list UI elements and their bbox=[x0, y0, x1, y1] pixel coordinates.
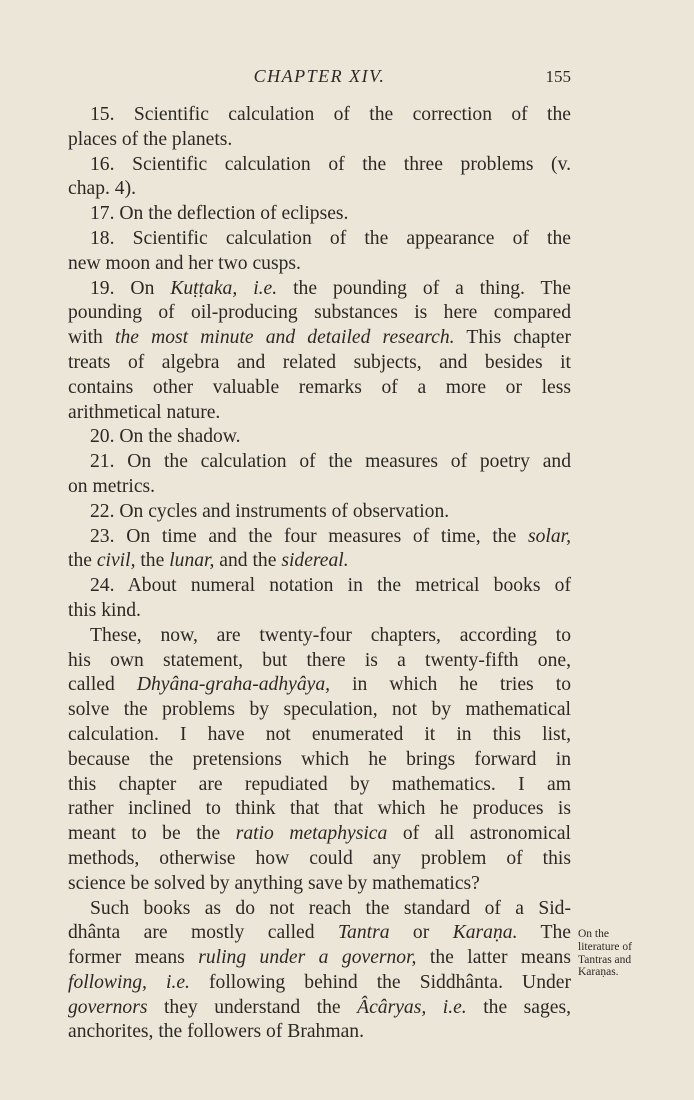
text-line: on metrics. bbox=[68, 475, 156, 497]
italic-run: Kuṭṭaka, i.e. bbox=[170, 277, 278, 299]
text-line: arithmetical nature. bbox=[68, 401, 221, 423]
text-line: this chapter are repudiated by mathematics. I am bbox=[68, 773, 571, 795]
italic-run: Âcâryas, i.e. bbox=[357, 996, 467, 1018]
italic-run: governors bbox=[68, 996, 148, 1018]
text-line: 16. Scientific calculation of the three problems (v. bbox=[90, 153, 571, 175]
body-text bbox=[68, 103, 571, 1045]
italic-run: ratio metaphysica bbox=[235, 823, 388, 845]
text-run: they understand the bbox=[147, 996, 358, 1018]
page-header bbox=[68, 64, 571, 92]
marginal-note-line: Karaṇas. bbox=[578, 966, 619, 979]
text-line: contains other valuable remarks of a more or less bbox=[68, 376, 571, 398]
running-title: CHAPTER XIV. bbox=[253, 66, 386, 86]
text-line: 17. On the deflection of eclipses. bbox=[90, 203, 349, 225]
text-run: and the bbox=[214, 550, 282, 572]
text-line: 24. About numeral notation in the metrical books of bbox=[90, 575, 571, 597]
text-run: the pounding of a thing. The bbox=[277, 277, 572, 299]
text-line: 21. On the calculation of the measures of poetry and bbox=[90, 451, 571, 473]
text-run: with bbox=[68, 327, 115, 349]
marginal-note bbox=[578, 928, 658, 979]
text-run: former means bbox=[68, 947, 199, 969]
text-line: his own statement, but there is a twenty-fifth one, bbox=[68, 649, 571, 671]
text-run: following behind the Siddhânta. Under bbox=[189, 971, 572, 993]
text-run: the sages, bbox=[466, 996, 571, 1018]
italic-run: sidereal. bbox=[281, 550, 349, 572]
text-line bbox=[68, 946, 571, 971]
text-line bbox=[68, 921, 571, 946]
text-line: chap. 4). bbox=[68, 178, 137, 200]
italic-run: Karaṇa. bbox=[452, 922, 518, 944]
text-line bbox=[68, 326, 571, 351]
italic-run: the most minute and detailed research. bbox=[115, 327, 455, 349]
text-run: 23. On time and the four measures of time, the bbox=[90, 525, 528, 547]
text-line bbox=[68, 525, 571, 550]
text-line: because the pretensions which he brings forward in bbox=[68, 748, 571, 770]
text-run: of all astronomical bbox=[387, 823, 571, 845]
marginal-note-line: Tantras and bbox=[578, 953, 632, 966]
text-line: pounding of oil-producing substances is here compared bbox=[68, 302, 571, 324]
text-line: calculation. I have not enumerated it in this list, bbox=[68, 723, 571, 745]
text-line: this kind. bbox=[68, 599, 141, 621]
text-line: 18. Scientific calculation of the appearance of the bbox=[90, 227, 571, 249]
text-line bbox=[68, 822, 571, 847]
text-run: meant to be the bbox=[68, 823, 236, 845]
text-line: anchorites, the followers of Brahman. bbox=[68, 1021, 364, 1043]
text-run: or bbox=[389, 922, 453, 944]
text-line: 22. On cycles and instruments of observation. bbox=[90, 500, 450, 522]
page-number: 155 bbox=[545, 67, 571, 86]
text-line bbox=[68, 549, 571, 574]
italic-run: civil, bbox=[96, 550, 136, 572]
italic-run: lunar, bbox=[169, 550, 215, 572]
italic-run: following, i.e. bbox=[68, 971, 190, 993]
text-line: These, now, are twenty-four chapters, according to bbox=[90, 624, 571, 646]
text-run: in which he tries to bbox=[330, 674, 571, 696]
marginal-note-line: literature of bbox=[578, 940, 632, 953]
text-run: the bbox=[68, 550, 97, 572]
text-line: 20. On the shadow. bbox=[90, 426, 241, 448]
italic-run: solar, bbox=[527, 525, 571, 547]
text-run: the latter means bbox=[416, 947, 571, 969]
text-run: the bbox=[135, 550, 170, 572]
italic-run: Tantra bbox=[337, 922, 390, 944]
text-line: 15. Scientific calculation of the correction of the bbox=[90, 104, 571, 125]
italic-run: ruling under a governor, bbox=[198, 947, 417, 969]
text-line: places of the planets. bbox=[68, 128, 233, 150]
text-run: The bbox=[517, 922, 571, 944]
text-line: methods, otherwise how could any problem of this bbox=[68, 847, 571, 869]
marginal-note-line: On the bbox=[578, 928, 609, 940]
text-line: new moon and her two cusps. bbox=[68, 252, 301, 274]
text-line bbox=[68, 996, 571, 1021]
italic-run: Dhyâna-graha-adhyâya, bbox=[136, 674, 331, 696]
text-run: This chapter bbox=[454, 327, 571, 349]
text-line bbox=[68, 277, 571, 302]
text-line: treats of algebra and related subjects, and besides it bbox=[68, 351, 571, 373]
text-line bbox=[68, 971, 571, 996]
text-line: science be solved by anything save by mathematics? bbox=[68, 872, 480, 894]
text-run: 19. On bbox=[90, 277, 171, 299]
text-line bbox=[68, 673, 571, 698]
text-line: Such books as do not reach the standard of a Sid- bbox=[90, 897, 571, 919]
text-run: dhânta are mostly called bbox=[68, 922, 338, 944]
text-run: called bbox=[68, 674, 137, 696]
text-line: solve the problems by speculation, not by mathematical bbox=[68, 699, 571, 721]
text-line: rather inclined to think that that which he produces is bbox=[68, 798, 571, 820]
